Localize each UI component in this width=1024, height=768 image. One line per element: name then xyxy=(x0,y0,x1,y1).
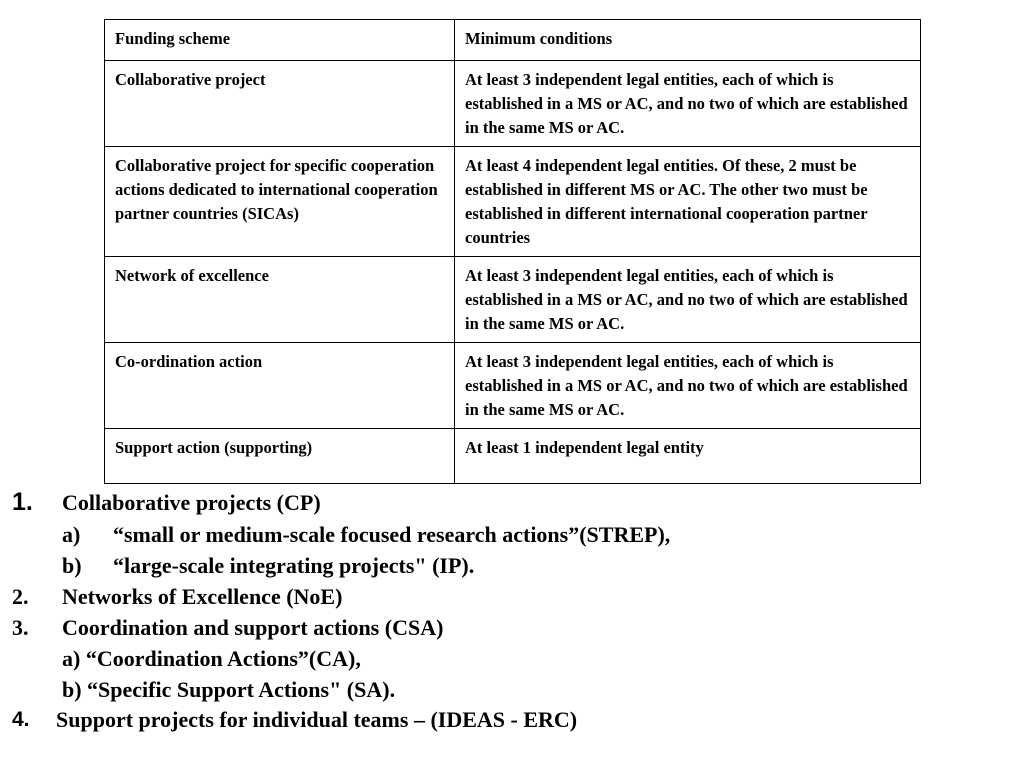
cell-funding-scheme: Co-ordination action xyxy=(105,343,455,429)
list-item-support-projects: Support projects for individual teams – (IDEAS - ERC) xyxy=(56,707,578,732)
header-minimum-conditions: Minimum conditions xyxy=(455,20,921,61)
list-item-number: 4. xyxy=(12,708,30,731)
cell-minimum-conditions: At least 4 independent legal entities. Of these, 2 must be established in different MS or AC. The other two must be established in different international cooperation partner countries xyxy=(455,147,921,257)
cell-funding-scheme: Support action (supporting) xyxy=(105,429,455,484)
sub-item-ip: “large-scale integrating projects" (IP). xyxy=(113,553,475,578)
list-item-coordination-support: Coordination and support actions (CSA) xyxy=(62,615,444,640)
cell-minimum-conditions: At least 3 independent legal entities, each of which is established in a MS or AC, and no two of which are established in the same MS or AC. xyxy=(455,257,921,343)
sub-item-strep: “small or medium-scale focused research actions”(STREP), xyxy=(113,522,671,547)
cell-funding-scheme: Network of excellence xyxy=(105,257,455,343)
cell-minimum-conditions: At least 3 independent legal entities, each of which is established in a MS or AC, and no two of which are established in the same MS or AC. xyxy=(455,61,921,147)
list-item-number: 3. xyxy=(12,615,29,640)
cell-funding-scheme: Collaborative project for specific cooperation actions dedicated to international cooperation partner countries (SICAs) xyxy=(105,147,455,257)
sub-item-specific-support-actions: b) “Specific Support Actions" (SA). xyxy=(62,677,396,702)
list-item-collaborative-projects: Collaborative projects (CP) xyxy=(62,490,321,515)
sub-item-coordination-actions: a) “Coordination Actions”(CA), xyxy=(62,646,361,671)
sub-item-marker: a) xyxy=(62,522,81,547)
header-funding-scheme: Funding scheme xyxy=(105,20,455,61)
list-item-networks-of-excellence: Networks of Excellence (NoE) xyxy=(62,584,343,609)
cell-minimum-conditions: At least 1 independent legal entity xyxy=(455,429,921,484)
cell-minimum-conditions: At least 3 independent legal entities, each of which is established in a MS or AC, and no two of which are established in the same MS or AC. xyxy=(455,343,921,429)
list-item-number: 2. xyxy=(12,584,29,609)
sub-item-marker: b) xyxy=(62,553,82,578)
cell-funding-scheme: Collaborative project xyxy=(105,61,455,147)
list-item-number: 1. xyxy=(12,488,33,516)
